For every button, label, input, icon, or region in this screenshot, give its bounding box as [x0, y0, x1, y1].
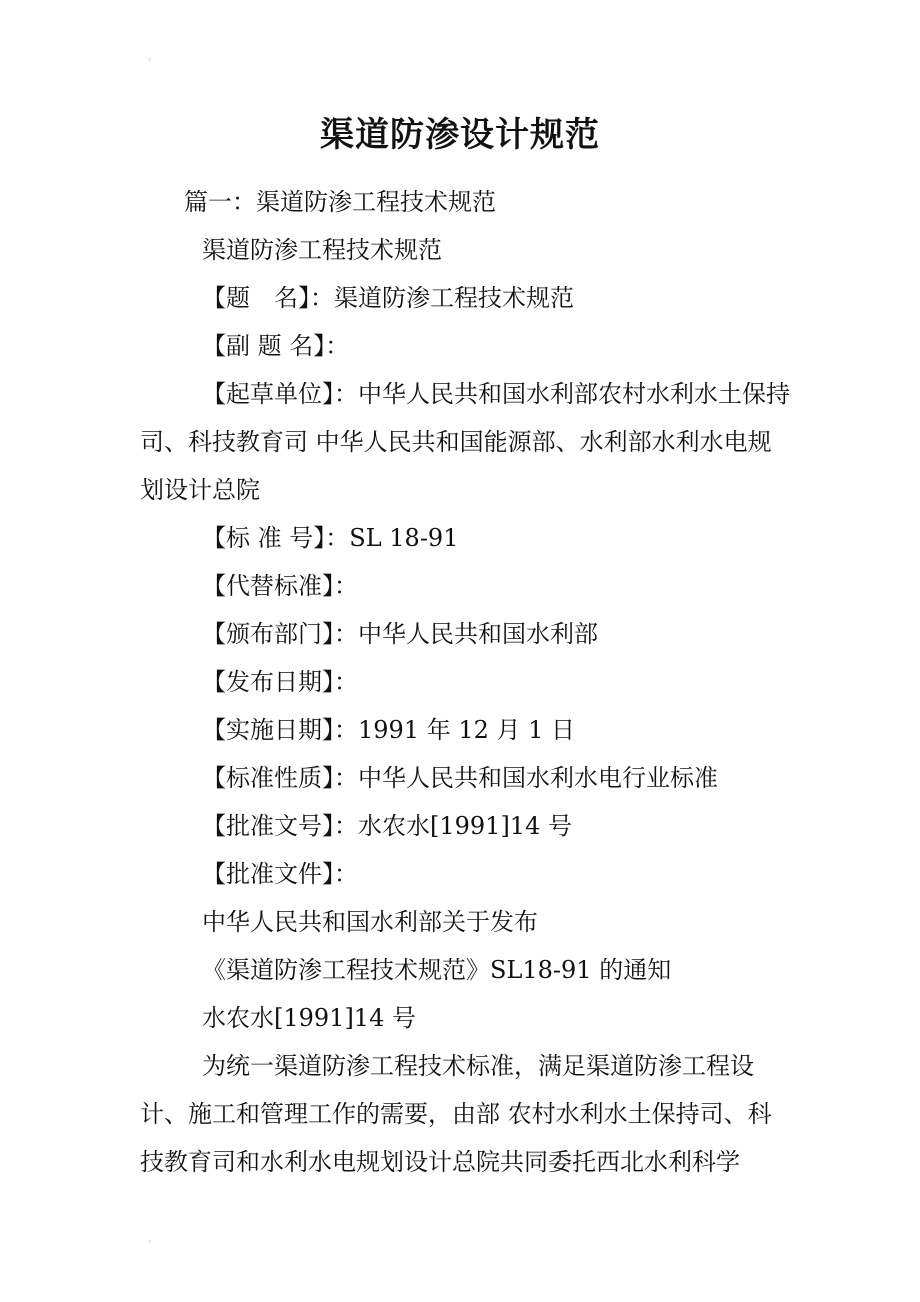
field-standard-nature: [140, 754, 790, 802]
field-release-date: [140, 658, 790, 706]
notice-number: 水农水[1991]14 号: [202, 1004, 416, 1032]
field-label: 【题 名】：: [202, 284, 334, 312]
field-label: 【标准性质】：: [202, 764, 358, 792]
field-value: 中华人民共和国水利水电行业标准: [358, 764, 718, 792]
chapter-heading: 篇一：渠道防渗工程技术规范: [184, 188, 496, 216]
field-value: SL 18-91: [349, 524, 459, 552]
field-standard-number: [140, 514, 790, 562]
field-label: 【代替标准】：: [202, 572, 358, 600]
field-label: 【标 准 号】：: [202, 524, 350, 552]
subtitle: 渠道防渗工程技术规范: [202, 236, 442, 264]
field-label: 【发布日期】：: [202, 668, 358, 696]
field-label: 【批准文件】：: [202, 860, 358, 888]
field-value: 渠道防渗工程技术规范: [334, 284, 574, 312]
field-value: 1991 年 12 月 1 日: [358, 716, 576, 744]
field-label: 【起草单位】：: [202, 380, 358, 408]
body-paragraph: 为统一渠道防渗工程技术标准，满足渠道防渗工程设计、施工和管理工作的需要，由部 农村水利水土保持司、科技教育司和水利水电规划设计总院共同委托西北水利科学: [140, 1052, 772, 1176]
document-content: [140, 178, 790, 1186]
field-drafting-unit: [140, 370, 790, 514]
field-approval-number: [140, 802, 790, 850]
notice-line: 中华人民共和国水利部关于发布: [202, 908, 538, 936]
document-title: 渠道防渗设计规范: [320, 115, 600, 155]
field-approval-document: [140, 850, 790, 898]
field-label: 【副 题 名】：: [202, 332, 350, 360]
scan-speck: [148, 58, 151, 61]
field-label: 【颁布部门】：: [202, 620, 358, 648]
field-value: 中华人民共和国水利部农村水利水土保持司、科技教育司 中华人民共和国能源部、水利部水利水电规划设计总院: [140, 380, 790, 504]
field-label: 【实施日期】：: [202, 716, 358, 744]
scan-speck: [148, 1240, 151, 1243]
field-title: [140, 274, 790, 322]
field-effective-date: [140, 706, 790, 754]
notice-title: 《渠道防渗工程技术规范》SL18-91 的通知: [202, 956, 672, 984]
field-value: 中华人民共和国水利部: [358, 620, 598, 648]
field-replaced-standard: [140, 562, 790, 610]
field-subtitle: [140, 322, 790, 370]
field-value: 水农水[1991]14 号: [358, 812, 572, 840]
field-label: 【批准文号】：: [202, 812, 358, 840]
field-issuing-department: [140, 610, 790, 658]
